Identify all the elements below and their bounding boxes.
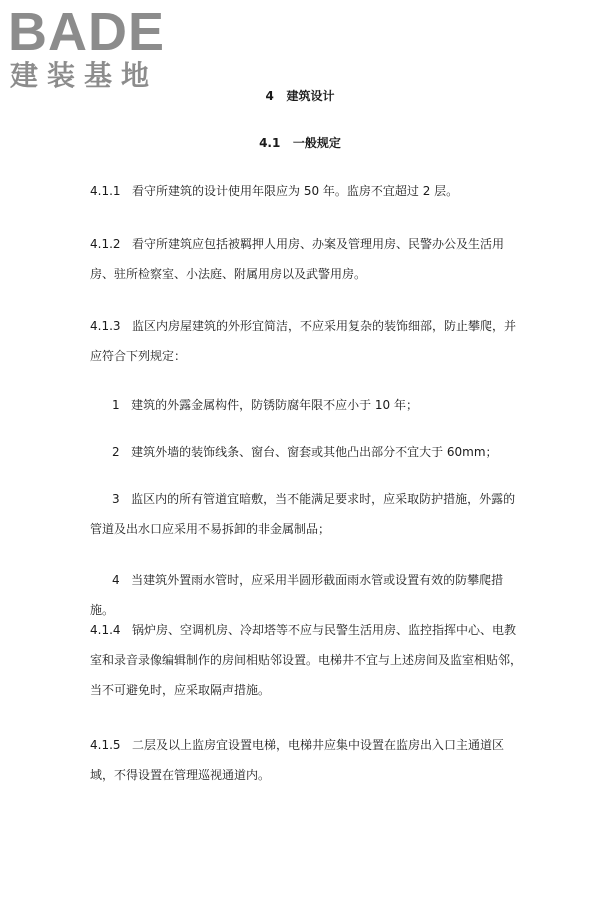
clause-4-1-3 (90, 311, 522, 371)
clause-number: 4.1.4 (90, 623, 121, 637)
clause-4-1-4 (90, 615, 522, 705)
clause-4-1-3-item-1 (90, 390, 522, 420)
item-text: 建筑的外露金属构件，防锈防腐年限不应小于 10 年； (131, 398, 418, 412)
item-number: 4 (112, 573, 120, 587)
chapter-title: 建筑设计 (286, 89, 335, 103)
clause-number: 4.1.3 (90, 319, 121, 333)
clause-4-1-3-item-3 (90, 484, 522, 544)
chapter-heading (0, 86, 600, 106)
clause-number: 4.1.2 (90, 237, 121, 251)
clause-text: 监区内房屋建筑的外形宜简洁，不应采用复杂的装饰细部，防止攀爬，并应符合下列规定： (90, 319, 517, 363)
section-number: 4.1 (259, 136, 281, 150)
clause-text: 二层及以上监房宜设置电梯，电梯井应集中设置在监房出入口主通道区域，不得设置在管理巡视通道内。 (90, 738, 505, 782)
clause-number: 4.1.1 (90, 184, 121, 198)
item-number: 1 (112, 398, 120, 412)
item-text: 监区内的所有管道宜暗敷，当不能满足要求时，应采取防护措施，外露的管道及出水口应采用不易拆卸的非金属制品； (90, 492, 516, 536)
clause-text: 看守所建筑应包括被羁押人用房、办案及管理用房、民警办公及生活用房、驻所检察室、小法庭、附属用房以及武警用房。 (90, 237, 505, 281)
clause-text: 看守所建筑的设计使用年限应为 50 年。监房不宜超过 2 层。 (132, 184, 459, 198)
logo-brand-text: BADE (8, 2, 166, 62)
item-text: 建筑外墙的装饰线条、窗台、窗套或其他凸出部分不宜大于 60mm； (131, 445, 498, 459)
bade-logo (8, 4, 178, 96)
section-title: 一般规定 (292, 136, 341, 150)
clause-4-1-1 (90, 176, 522, 206)
clause-4-1-2 (90, 229, 522, 289)
section-heading (0, 133, 600, 153)
item-number: 2 (112, 445, 120, 459)
clause-4-1-3-item-2 (90, 437, 522, 467)
item-number: 3 (112, 492, 120, 506)
clause-4-1-5 (90, 730, 522, 790)
chapter-number: 4 (265, 89, 274, 103)
clause-text: 锅炉房、空调机房、冷却塔等不应与民警生活用房、监控指挥中心、电教室和录音录像编辑制作的房间相贴邻设置。电梯井不宜与上述房间及监室相贴邻，当不可避免时，应采取隔声措施。 (90, 623, 523, 697)
clause-number: 4.1.5 (90, 738, 121, 752)
item-text: 当建筑外置雨水管时，应采用半圆形截面雨水管或设置有效的防攀爬措施。 (90, 573, 504, 617)
logo-subtitle-text: 建装基地 (10, 59, 159, 92)
